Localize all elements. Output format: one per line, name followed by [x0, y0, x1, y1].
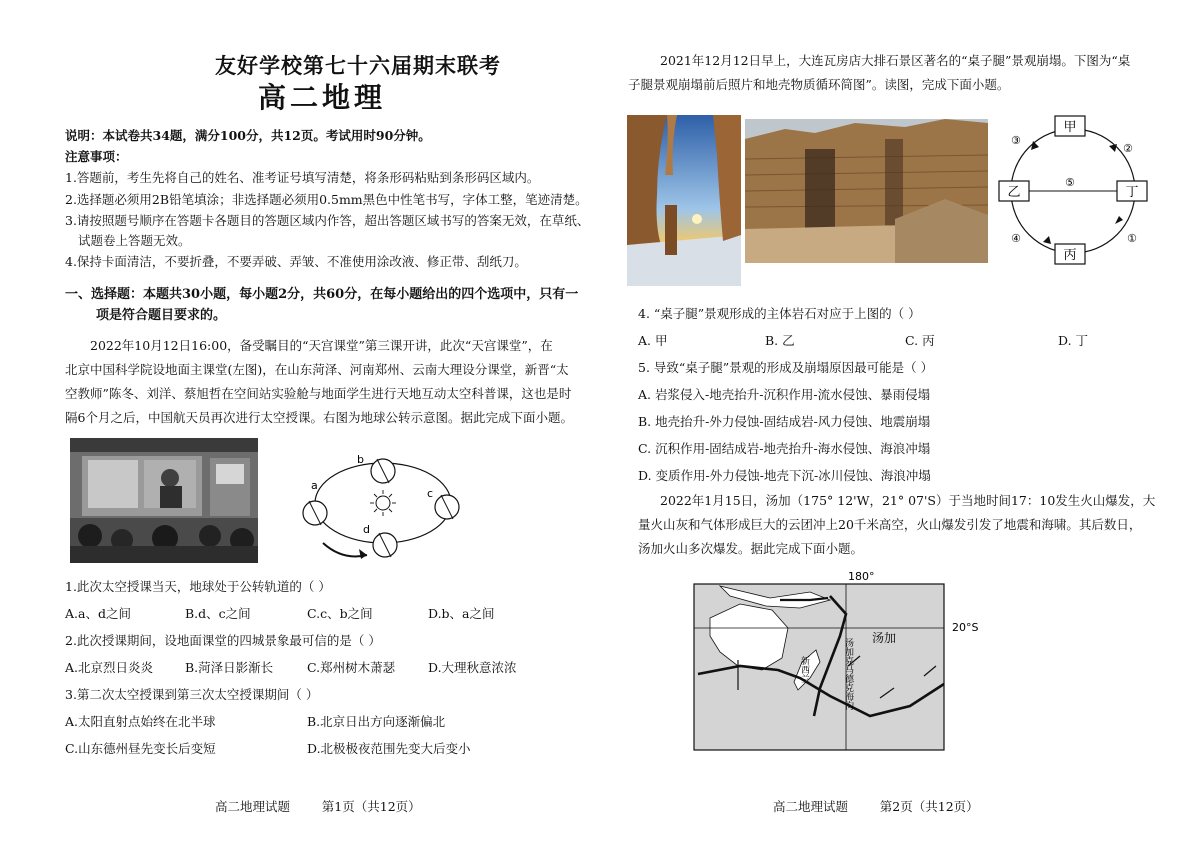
arrow-label-2: ② [1123, 142, 1133, 155]
section-heading-cont: 项是符合题目要求的。 [96, 308, 227, 323]
q2-option-b[interactable]: B.菏泽日影渐长 [185, 660, 274, 675]
passage-1-line-2: 北京中国科学院设地面主课堂(左图)，在山东菏泽、河南郑州、云南大理设分课堂，新晋“太 [65, 362, 569, 377]
map-nz-label: 新西兰 [799, 656, 809, 683]
rock-yi: 乙 [1007, 185, 1021, 200]
q5-option-a[interactable]: A. 岩浆侵入-地壳抬升-沉积作用-流水侵蚀、暴雨侵塌 [638, 387, 931, 402]
question-3: 3.第二次太空授课到第三次太空授课期间（ ） [65, 687, 319, 702]
q3-option-a[interactable]: A.太阳直射点始终在北半球 [65, 714, 216, 729]
q5-option-c[interactable]: C. 沉积作用-固结成岩-地壳抬升-海水侵蚀、海浪冲塌 [638, 441, 931, 456]
map-trench-label: 汤加克马德克海沟 [843, 638, 853, 710]
section-heading: 一、选择题：本题共30小题，每小题2分，共60分，在每小题给出的四个选项中，只有一 [65, 287, 579, 302]
tonga-map [680, 566, 990, 754]
q5-option-b[interactable]: B. 地壳抬升-外力侵蚀-固结成岩-风力侵蚀、地震崩塌 [638, 414, 931, 429]
rock-cycle-diagram [995, 112, 1155, 267]
rock-ding: 丁 [1125, 185, 1139, 200]
footer-page-1: 高二地理试题 第1页（共12页） [215, 799, 421, 814]
rock-bing: 丙 [1063, 248, 1077, 263]
orbit-label-a: a [311, 479, 318, 492]
passage-1-line-3: 空教师”陈冬、刘洋、蔡旭哲在空间站实验舱与地面学生进行天地互动太空科普课，这也是时 [65, 386, 572, 401]
question-1: 1.此次太空授课当天，地球处于公转轨道的（ ） [65, 579, 331, 594]
table-leg-before-photo [627, 115, 741, 286]
exam-intro: 说明：本试卷共34题，满分100分，共12页。考试用时90分钟。 [65, 128, 431, 143]
q1-option-b[interactable]: B.d、c之间 [185, 606, 251, 621]
map-tonga-label: 汤加 [872, 631, 897, 645]
q5-option-d[interactable]: D. 变质作用-外力侵蚀-地壳下沉-冰川侵蚀、海浪冲塌 [638, 468, 931, 483]
question-2: 2.此次授课期间，设地面课堂的四城景象最可信的是（ ） [65, 633, 381, 648]
q3-option-b[interactable]: B.北京日出方向逐渐偏北 [307, 714, 446, 729]
passage-3-line-1: 2022年1月15日，汤加（175° 12'W，21° 07'S）于当地时间17：10发生火山爆发，大 [660, 493, 1156, 508]
notice-4: 4.保持卡面清洁，不要折叠，不要弄破、弄皱、不准使用涂改液、修正带、刮纸刀。 [65, 254, 527, 269]
footer-page-2: 高二地理试题 第2页（共12页） [773, 799, 979, 814]
notice-3: 3.请按照题号顺序在答题卡各题目的答题区域内作答，超出答题区域书写的答案无效，在草纸、 [65, 213, 590, 228]
passage-2-line-1: 2021年12月12日早上，大连瓦房店大排石景区著名的“桌子腿”景观崩塌。下图为“桌 [660, 53, 1131, 68]
q1-option-c[interactable]: C.c、b之间 [307, 606, 373, 621]
orbit-label-c: c [427, 487, 434, 500]
q1-option-d[interactable]: D.b、a之间 [428, 606, 495, 621]
table-leg-after-photo [745, 119, 988, 263]
q4-option-b[interactable]: B. 乙 [765, 333, 795, 348]
passage-3-line-3: 汤加火山多次爆发。据此完成下面小题。 [638, 541, 864, 556]
arrow-label-5: ⑤ [1065, 176, 1075, 189]
earth-orbit-diagram [295, 443, 475, 568]
q2-option-a[interactable]: A.北京烈日炎炎 [65, 660, 154, 675]
notice-2: 2.选择题必须用2B铅笔填涂；非选择题必须用0.5mm黑色中性笔书写，字体工整，笔迹清楚。 [65, 192, 588, 207]
q1-option-a[interactable]: A.a、d之间 [65, 606, 131, 621]
q4-option-c[interactable]: C. 丙 [905, 333, 935, 348]
map-latitude-label: 20°S [952, 621, 979, 634]
passage-1-line-4: 隔6个月之后，中国航天员再次进行太空授课。右图为地球公转示意图。据此完成下面小题。 [65, 410, 573, 425]
q4-option-a[interactable]: A. 甲 [638, 333, 668, 348]
notice-3-cont: 试题卷上答题无效。 [78, 233, 191, 248]
passage-2-line-2: 子腿景观崩塌前后照片和地壳物质循环简图”。读图，完成下面小题。 [628, 77, 1010, 92]
arrow-label-1: ① [1127, 232, 1137, 245]
subject-title: 高二地理 [258, 81, 387, 114]
exam-title: 友好学校第七十六届期末联考 [215, 53, 501, 78]
rock-jia: 甲 [1063, 120, 1077, 135]
q3-option-c[interactable]: C.山东德州昼先变长后变短 [65, 741, 216, 756]
passage-3-line-2: 量火山灰和气体形成巨大的云团冲上20千米高空，火山爆发引发了地震和海啸。其后数日， [638, 517, 1142, 532]
notice-title: 注意事项： [65, 149, 128, 164]
orbit-label-d: d [363, 523, 370, 536]
map-longitude-label: 180° [848, 570, 875, 583]
classroom-photo [70, 438, 258, 563]
question-5: 5. 导致“桌子腿”景观的形成及崩塌原因最可能是（ ） [638, 360, 934, 375]
q3-option-d[interactable]: D.北极极夜范围先变大后变小 [307, 741, 471, 756]
q2-option-c[interactable]: C.郑州树木萧瑟 [307, 660, 396, 675]
arrow-label-4: ④ [1011, 232, 1021, 245]
passage-1-line-1: 2022年10月12日16:00，备受瞩目的“天宫课堂”第三课开讲，此次“天宫课堂”，在 [90, 338, 553, 353]
orbit-label-b: b [357, 453, 364, 466]
q4-option-d[interactable]: D. 丁 [1058, 333, 1089, 348]
sun-icon [370, 490, 396, 516]
q2-option-d[interactable]: D.大理秋意浓浓 [428, 660, 517, 675]
question-4: 4. “桌子腿”景观形成的主体岩石对应于上图的（ ） [638, 306, 921, 321]
notice-1: 1.答题前，考生先将自己的姓名、准考证号填写清楚，将条形码粘贴到条形码区域内。 [65, 170, 540, 185]
arrow-label-3: ③ [1011, 134, 1021, 147]
